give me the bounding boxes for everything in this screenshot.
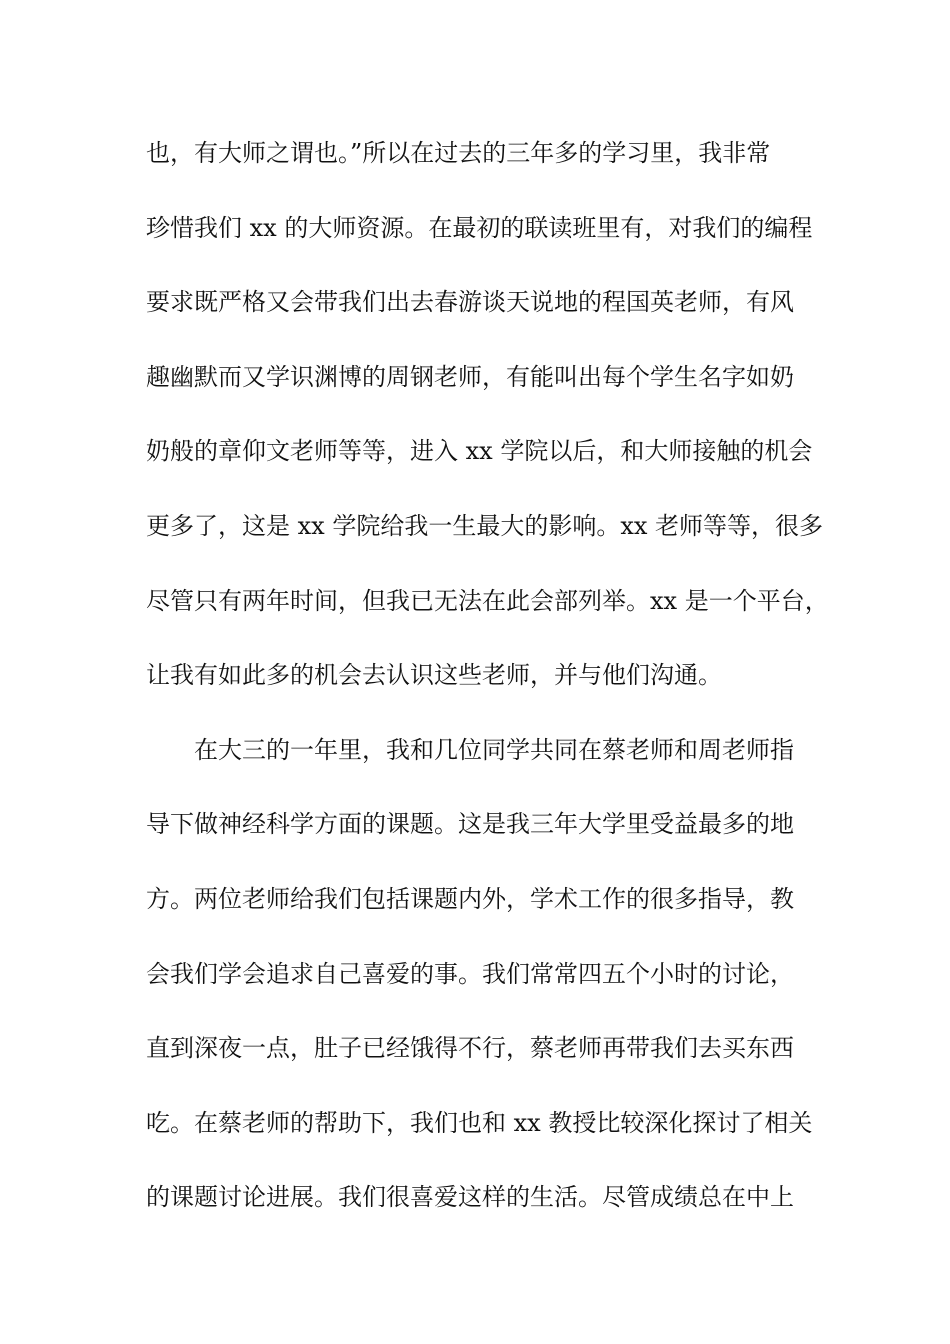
text-line: 也，有大师之谓也。”所以在过去的三年多的学习里，我非常 <box>146 139 771 167</box>
text-line: 尽管只有两年时间，但我已无法在此会部列举。xx 是一个平台， <box>146 586 829 615</box>
text-line: 会我们学会追求自己喜爱的事。我们常常四五个小时的讨论， <box>146 959 794 988</box>
body-text <box>146 130 829 1249</box>
text-line: 直到深夜一点，肚子已经饿得不行，蔡老师再带我们去买东西 <box>146 1034 794 1063</box>
text-line: 珍惜我们 xx 的大师资源。在最初的联读班里有，对我们的编程 <box>146 213 813 242</box>
text-line: 更多了，这是 xx 学院给我一生最大的影响。xx 老师等等，很多 <box>146 511 824 540</box>
text-line: 趣幽默而又学识渊博的周钢老师，有能叫出每个学生名字如奶 <box>146 362 794 391</box>
text-line: 导下做神经科学方面的课题。这是我三年大学里受益最多的地 <box>146 810 794 839</box>
text-line: 要求既严格又会带我们出去春游谈天说地的程国英老师，有风 <box>146 288 794 317</box>
paragraph-start-line: 在大三的一年里，我和几位同学共同在蔡老师和周老师指 <box>194 735 794 764</box>
text-line: 奶般的章仰文老师等等，进入 xx 学院以后，和大师接触的机会 <box>146 437 813 466</box>
text-line: 吃。在蔡老师的帮助下，我们也和 xx 教授比较深化探讨了相关 <box>146 1108 813 1137</box>
text-line: 方。两位老师给我们包括课题内外，学术工作的很多指导，教 <box>146 884 794 913</box>
text-line: 让我有如此多的机会去认识这些老师，并与他们沟通。 <box>146 661 722 690</box>
text-line: 的课题讨论进展。我们很喜爱这样的生活。尽管成绩总在中上 <box>146 1183 794 1212</box>
